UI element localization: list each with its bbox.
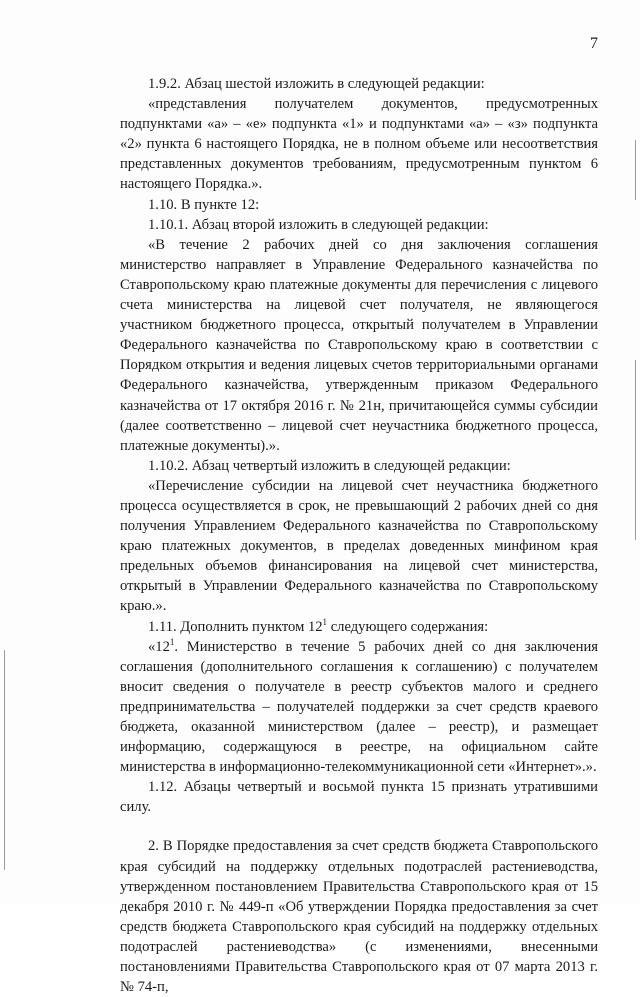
paragraph-12-1-text bbox=[120, 637, 598, 778]
paragraph-1-12: 1.12. Абзацы четвертый и восьмой пункта 15 признать утратившими силу. bbox=[120, 779, 598, 816]
paragraph-1-9-2: 1.9.2. Абзац шестой изложить в следующей редакции: bbox=[148, 76, 485, 92]
superscript-mark: 1 bbox=[322, 616, 328, 627]
paragraph-1-10-1: 1.10.1. Абзац второй изложить в следующей редакции: bbox=[148, 216, 489, 233]
paragraph-1-10-2-text: «Перечисление субсидии на лицевой счет неучастника бюджетного процесса осуществляется в срок, не превышающий 2 рабочих дней со дня получения Управлением Федерального казначейства по Ставропольскому краю платежных документов, в пределах доведенных минфином края предельных объемов финансирования на лицевой счет министерства, открытый в Управлении Федерального казначейства по Ставропольскому краю.». bbox=[120, 477, 598, 615]
page-number: 7 bbox=[590, 35, 598, 52]
paragraph-12-1-before: «12 bbox=[148, 638, 170, 655]
paragraph-1-9-2-text: «представления получателем документов, предусмотренных подпунктами «а» – «е» подпункта «1» и подпунктами «а» – «з» подпункта «2» пункта 6 настоящего Порядка, не в полном объеме или несоответствия представленных документов требованиям, предусмотренным пунктом 6 настоящего Порядка.». bbox=[120, 96, 598, 193]
paragraph-12-1-after: . Министерство в течение 5 рабочих дней со дня заключения соглашения (дополнительного соглашения к соглашению) с получателем вносит сведения о получателе в реестр субъектов малого и среднего предпринимательства – получателей поддержки за счет средств краевого бюджета, оказанной министерством (далее – реестр), и размещает информацию, содержащуюся в реестре, на официальном сайте министерства в информационно-телекоммуникационной сети «Интернет».». bbox=[120, 638, 598, 776]
paragraph-2: 2. В Порядке предоставления за счет средств бюджета Ставропольского края субсидий на поддержку отдельных подотраслей растениеводства, утвержденном постановлением Правительства Ставропольского края от 15 декабря 2010 г. № 449-п «Об утверждении Порядка предоставления за счет средств бюджета Ставропольского края субсидий на поддержку отдельных подотраслей растениеводства» (с изменениями, внесенными постановлениями Правительства Ставропольского края от 07 марта 2013 г. № 74-п, bbox=[120, 838, 598, 996]
scan-edge-right-top bbox=[635, 140, 636, 200]
paragraph-1-10-1-text: «В течение 2 рабочих дней со дня заключения соглашения министерство направляет в Управление Федерального казначейства по Ставропольскому краю платежные документы для перечисления с лицевого счета министерства на лицевой счет получателя, не являющегося участником бюджетного процесса, открытый получателем в Управлении Федерального казначейства по Ставропольскому краю в соответствии с Порядком открытия и ведения лицевых счетов территориальными органами Федерального казначейства, утвержденным приказом Федерального казначейства от 17 октября 2016 г. № 21н, причитающейся суммы субсидии (далее соответственно – лицевой счет неучастника бюджетного процесса, платежные документы).». bbox=[120, 236, 598, 454]
paragraph-1-11-after: следующего содержания: bbox=[327, 618, 489, 635]
paragraph-1-10: 1.10. В пункте 12: bbox=[148, 196, 260, 213]
paragraph-1-11 bbox=[120, 617, 598, 637]
paragraph-1-10-2: 1.10.2. Абзац четвертый изложить в следующей редакции: bbox=[148, 457, 511, 474]
scan-edge-right-mid bbox=[635, 360, 636, 540]
document-body bbox=[120, 74, 598, 997]
paragraph-1-11-before: 1.11. Дополнить пунктом 12 bbox=[148, 618, 323, 635]
superscript-mark: 1 bbox=[169, 636, 175, 647]
scan-edge-left bbox=[4, 650, 5, 870]
